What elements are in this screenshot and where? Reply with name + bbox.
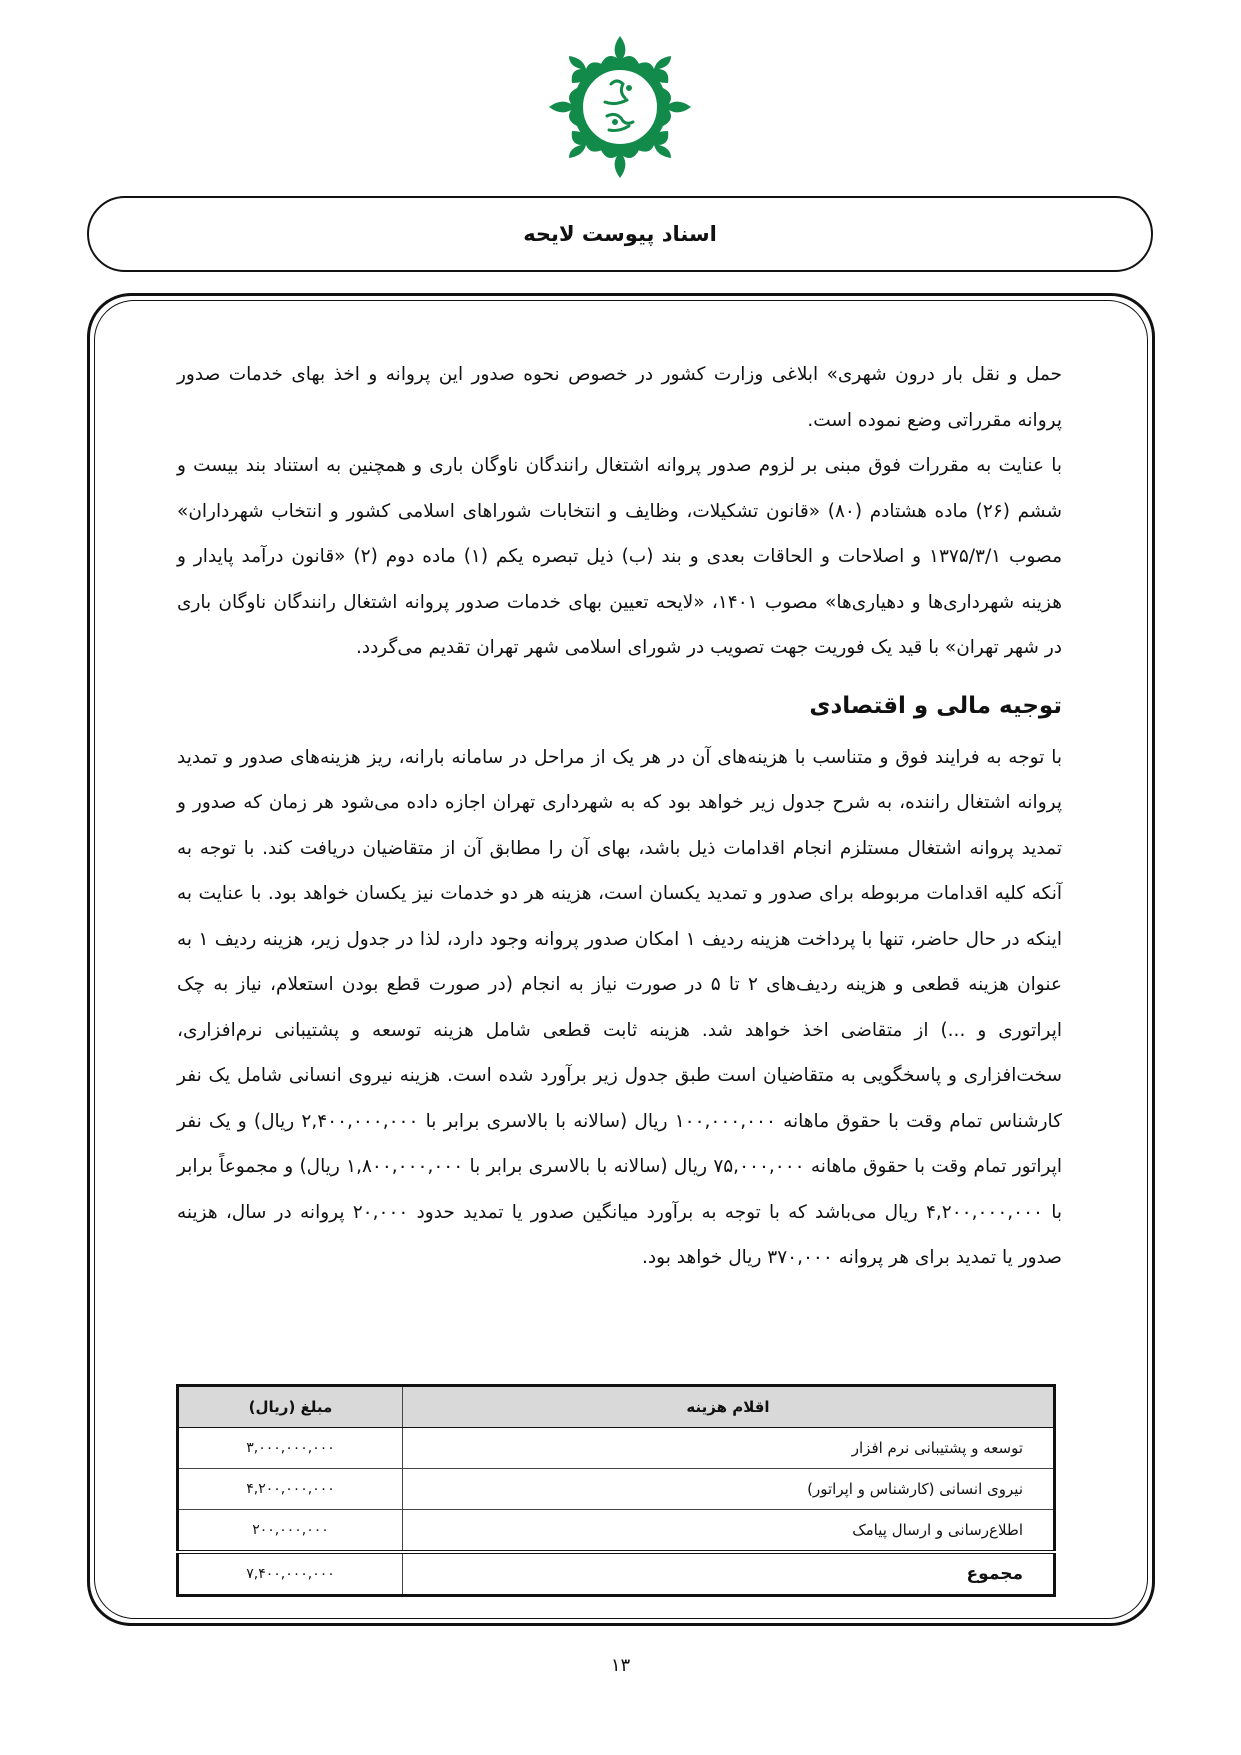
- table-header-row: [178, 1386, 1055, 1428]
- body-paragraph: با عنایت به مقررات فوق مبنی بر لزوم صدور پروانه اشتغال رانندگان ناوگان باری و همچنین به استناد بند بیست و ششم (۲۶) ماده هشتادم (۸۰) «قانون تشکیلات، وظایف و انتخابات شوراهای اسلامی کشور و انتخاب شهرداران» مصوب ۱۳۷۵/۳/۱ و اصلاحات و الحاقات بعدی و بند (ب) ذیل تبصره یکم (۱) ماده دوم (۲) «قانون درآمد پایدار و هزینه شهرداری‌ها و دهیاری‌ها» مصوب ۱۴۰۱، «لایحه تعیین بهای خدمات صدور پروانه اشتغال رانندگان ناوگان باری در شهر تهران» با قید یک فوریت جهت تصویب در شورای اسلامی شهر تهران تقدیم می‌گردد.: [177, 455, 1062, 658]
- cost-table: [176, 1384, 1056, 1597]
- document-title: اسناد پیوست لایحه: [523, 222, 717, 246]
- cost-item-cell: اطلاع‌رسانی و ارسال پیامک: [403, 1510, 1055, 1553]
- amount-cell: ۳,۰۰۰,۰۰۰,۰۰۰: [178, 1428, 403, 1469]
- page-number: ۱۳: [610, 1655, 631, 1676]
- total-amount-cell: ۷,۴۰۰,۰۰۰,۰۰۰: [178, 1552, 403, 1596]
- document-body: [177, 352, 1062, 1281]
- column-header-cost-items: اقلام هزینه: [403, 1386, 1055, 1428]
- table-total-row: [178, 1552, 1055, 1596]
- table-row: [178, 1428, 1055, 1469]
- total-label-cell: مجموع: [403, 1552, 1055, 1596]
- cost-item-cell: توسعه و پشتیبانی نرم افزار: [403, 1428, 1055, 1469]
- section-heading: توجیه مالی و اقتصادی: [809, 692, 1062, 719]
- tehran-city-council-logo: [545, 32, 695, 182]
- financial-justification-paragraph: با توجه به فرایند فوق و متناسب با هزینه‌های آن در هر یک از مراحل در سامانه بارانه، ریز هزینه‌های صدور و تمدید پروانه اشتغال راننده، به شرح جدول زیر خواهد بود که به شهرداری تهران اجازه داده می‌شود هر زمان که صدور و تمدید پروانه اشتغال مستلزم انجام اقدامات ذیل باشد، بهای آن را مطابق آن از متقاضیان دریافت کند. با توجه به آنکه کلیه اقدامات مربوطه برای صدور و تمدید یکسان است، هزینه هر دو خدمات نیز یکسان خواهد بود. با عنایت به اینکه در حال حاضر، تنها با پرداخت هزینه ردیف ۱ امکان صدور پروانه وجود دارد، لذا در جدول زیر، هزینه ردیف ۱ به عنوان هزینه قطعی و هزینه ردیف‌های ۲ تا ۵ در صورت نیاز به انجام (در صورت قطع بودن استعلام، نیاز به چک اپراتوری و ...) از متقاضی اخذ خواهد شد. هزینه ثابت قطعی شامل هزینه توسعه و پشتیبانی نرم‌افزاری، سخت‌افزاری و پاسخگویی به متقاضیان است طبق جدول زیر برآورد شده است. هزینه نیروی انسانی شامل یک نفر کارشناس تمام وقت با حقوق ماهانه ۱۰۰,۰۰۰,۰۰۰ ریال (سالانه با بالاسری برابر با ۲,۴۰۰,۰۰۰,۰۰۰ ریال) و یک نفر اپراتور تمام وقت با حقوق ماهانه ۷۵,۰۰۰,۰۰۰ ریال (سالانه با بالاسری برابر با ۱,۸۰۰,۰۰۰,۰۰۰ ریال) و مجموعاً برابر با ۴,۲۰۰,۰۰۰,۰۰۰ ریال می‌باشد که با توجه به برآورد میانگین صدور یا تمدید حدود ۲۰,۰۰۰ پروانه در سال، هزینه صدور یا تمدید برای هر پروانه ۳۷۰,۰۰۰ ریال خواهد بود.: [177, 746, 1063, 1268]
- logo-rosette-icon: [545, 32, 695, 182]
- table-row: [178, 1469, 1055, 1510]
- body-paragraph: حمل و نقل بار درون شهری» ابلاغی وزارت کشور در خصوص نحوه صدور این پروانه و اخذ بهای خدمات صدور پروانه مقرراتی وضع نموده است.: [177, 364, 1062, 431]
- amount-cell: ۲۰۰,۰۰۰,۰۰۰: [178, 1510, 403, 1553]
- table-row: [178, 1510, 1055, 1553]
- amount-cell: ۴,۲۰۰,۰۰۰,۰۰۰: [178, 1469, 403, 1510]
- document-title-box: [87, 196, 1153, 272]
- cost-item-cell: نیروی انسانی (کارشناس و اپراتور): [403, 1469, 1055, 1510]
- column-header-amount: مبلغ (ریال): [178, 1386, 403, 1428]
